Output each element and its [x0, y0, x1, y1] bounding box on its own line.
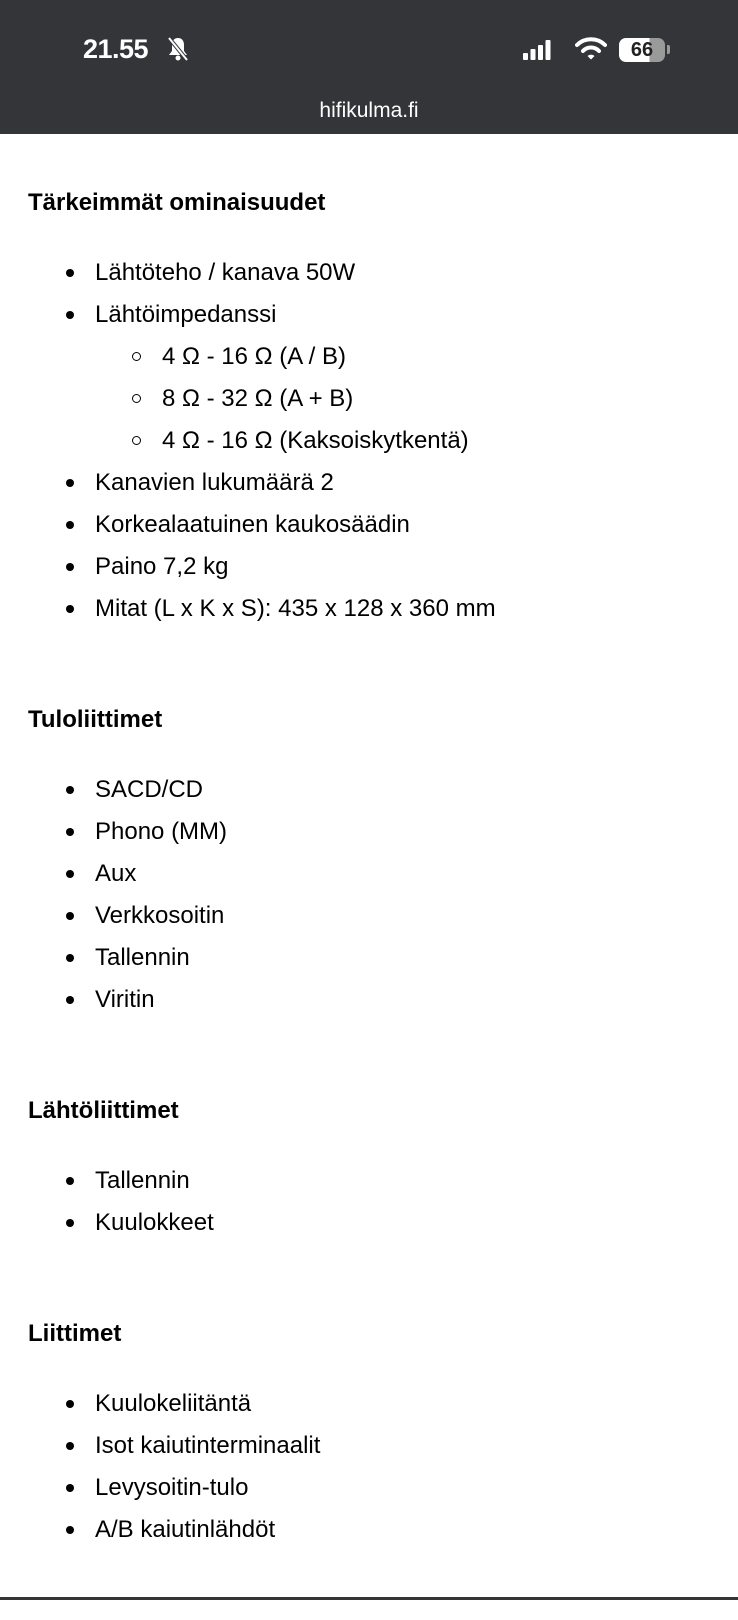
status-time: 21.55 — [83, 34, 149, 64]
browser-header — [0, 0, 738, 134]
list-item: Kuulokkeet — [28, 1202, 738, 1244]
section-list — [28, 1383, 738, 1551]
list-item: Aux — [28, 853, 738, 895]
section-list — [28, 1160, 738, 1244]
list-item: Mitat (L x K x S): 435 x 128 x 360 mm — [28, 588, 738, 630]
list-item: Kuulokeliitäntä — [28, 1383, 738, 1425]
signal-icon — [523, 40, 551, 60]
sub-list-item: 4 Ω - 16 Ω (Kaksoiskytkentä) — [28, 420, 738, 462]
sub-list-item: 4 Ω - 16 Ω (A / B) — [28, 336, 738, 378]
bell-slash-icon — [166, 36, 190, 62]
list-item: Viritin — [28, 979, 738, 1021]
url-bar[interactable]: hifikulma.fi — [319, 99, 419, 122]
battery-icon: 66 — [619, 38, 665, 62]
list-item: Kanavien lukumäärä 2 — [28, 462, 738, 504]
section-heading: Lähtöliittimet — [28, 1097, 179, 1124]
list-item: Tallennin — [28, 937, 738, 979]
section-list — [28, 252, 738, 630]
sub-list-item: 8 Ω - 32 Ω (A + B) — [28, 378, 738, 420]
section-heading: Tärkeimmät ominaisuudet — [28, 189, 326, 216]
list-item: Korkealaatuinen kaukosäädin — [28, 504, 738, 546]
list-item: Lähtöimpedanssi — [28, 294, 738, 336]
list-item: Verkkosoitin — [28, 895, 738, 937]
list-item: SACD/CD — [28, 769, 738, 811]
battery-tip — [667, 45, 670, 54]
section-list — [28, 769, 738, 1021]
section-heading: Liittimet — [28, 1320, 122, 1347]
list-item: Paino 7,2 kg — [28, 546, 738, 588]
section-heading: Tuloliittimet — [28, 706, 163, 733]
spec-content — [28, 182, 738, 1620]
list-item: Lähtöteho / kanava 50W — [28, 252, 738, 294]
wifi-icon — [575, 36, 607, 60]
list-item: Isot kaiutinterminaalit — [28, 1425, 738, 1467]
list-item: A/B kaiutinlähdöt — [28, 1509, 738, 1551]
list-item: Tallennin — [28, 1160, 738, 1202]
list-item: Levysoitin-tulo — [28, 1467, 738, 1509]
list-item: Phono (MM) — [28, 811, 738, 853]
